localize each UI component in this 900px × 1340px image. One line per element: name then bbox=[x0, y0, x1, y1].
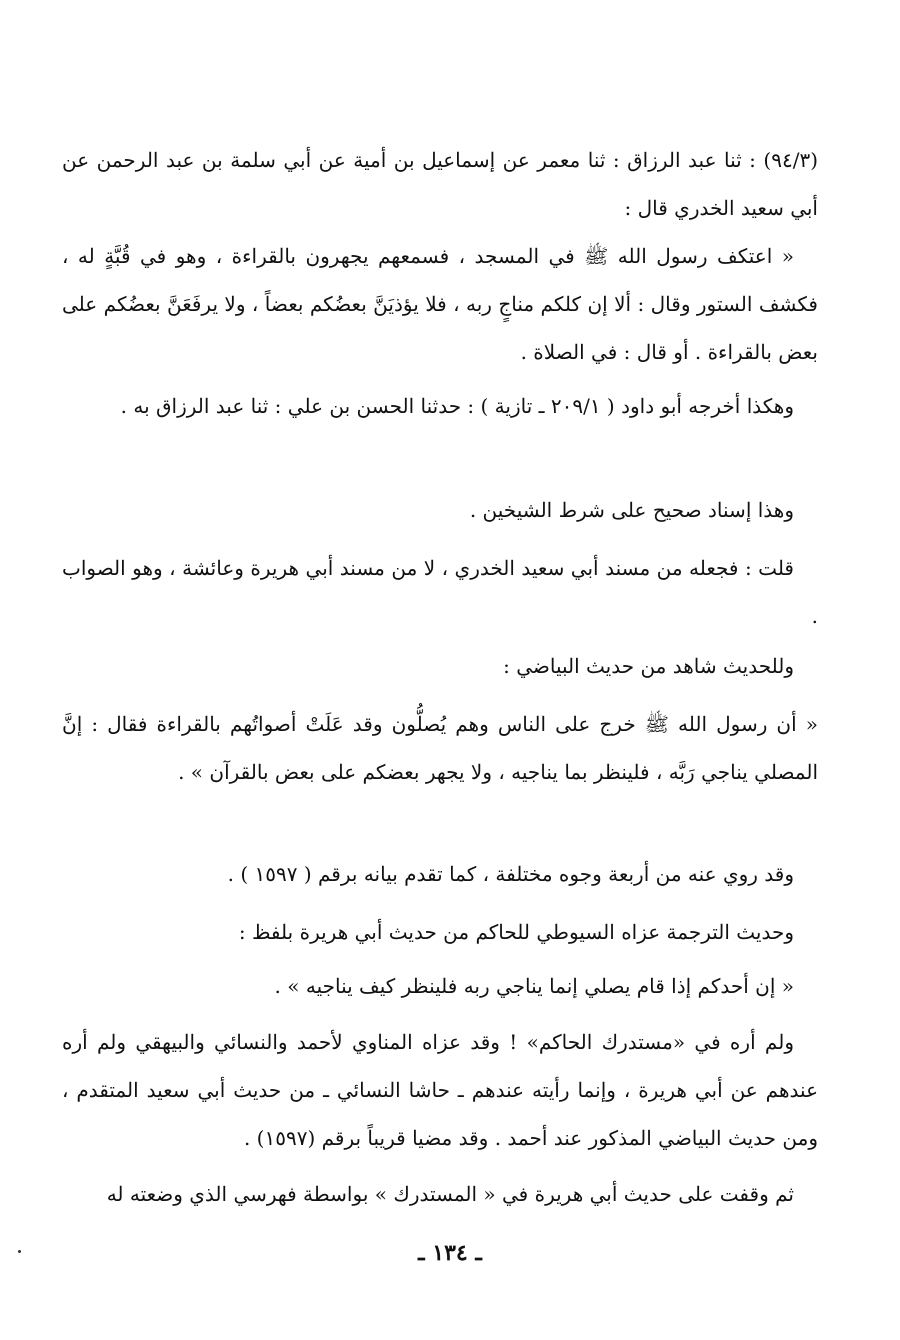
closing-paragraph: ثم وقفت على حديث أبي هريرة في « المستدرك » بواسطة فهرسي الذي وضعته له bbox=[106, 1182, 794, 1206]
quoted-hadith-text: « إن أحدكم إذا قام يصلي إنما يناجي ربه فلينظر كيف يناجيه » . bbox=[274, 974, 794, 998]
supporting-hadith-matn: « أن رسول الله ﷺ خرج على الناس وهم يُصلُّون وقد عَلَتْ أصواتُهم بالقراءة فقال : إنَّ المصلي يناجي رَبَّه ، فلينظر بما يناجيه ، ولا يجهر بعضكم على بعض بالقرآن » . bbox=[62, 712, 818, 784]
page-number: ـ ١٣٤ ـ bbox=[418, 1240, 482, 1266]
takhrij-paragraph: وهكذا أخرجه أبو داود ( ٢٠٩/١ ـ تازية ) : حدثنا الحسن بن علي : ثنا عبد الرزاق به . bbox=[120, 394, 794, 418]
mustadrak-discussion-paragraph: ولم أره في «مستدرك الحاكم» ! وقد عزاه المناوي لأحمد والنسائي والبيهقي ولم أره عندهم عن أبي هريرة ، وإنما رأيته عندهم ـ حاشا النسائي ـ من حديث أبي سعيد المتقدم ، ومن حديث البياضي المذكور عند أحمد . وقد مضيا قريباً برقم (١٥٩٧) . bbox=[62, 1030, 818, 1150]
narration-routes-paragraph: وقد روي عنه من أربعة وجوه مختلفة ، كما تقدم بيانه برقم ( ١٥٩٧ ) . bbox=[227, 862, 794, 886]
attribution-paragraph: وحديث الترجمة عزاه السيوطي للحاكم من حديث أبي هريرة بلفظ : bbox=[238, 920, 794, 944]
author-note-paragraph: قلت : فجعله من مسند أبي سعيد الخدري ، لا من مسند أبي هريرة وعائشة ، وهو الصواب . bbox=[62, 556, 818, 628]
scan-speck bbox=[18, 1250, 21, 1253]
isnad-grading-paragraph: وهذا إسناد صحيح على شرط الشيخين . bbox=[469, 498, 794, 522]
hadith-isnad-paragraph: (٩٤/٣) : ثنا عبد الرزاق : ثنا معمر عن إسماعيل بن أمية عن أبي سلمة بن عبد الرحمن عن أبي سعيد الخدري قال : bbox=[62, 148, 818, 220]
supporting-hadith-intro: وللحديث شاهد من حديث البياضي : bbox=[503, 654, 794, 678]
hadith-matn-paragraph: « اعتكف رسول الله ﷺ في المسجد ، فسمعهم يجهرون بالقراءة ، وهو في قُبَّةٍ له ، فكشف الستور وقال : ألا إن كلكم مناجٍ ربه ، فلا يؤذيَنَّ بعضُكم بعضاً ، ولا يرفَعَنَّ بعضُكم على بعض بالقراءة . أو قال : في الصلاة . bbox=[62, 244, 818, 364]
